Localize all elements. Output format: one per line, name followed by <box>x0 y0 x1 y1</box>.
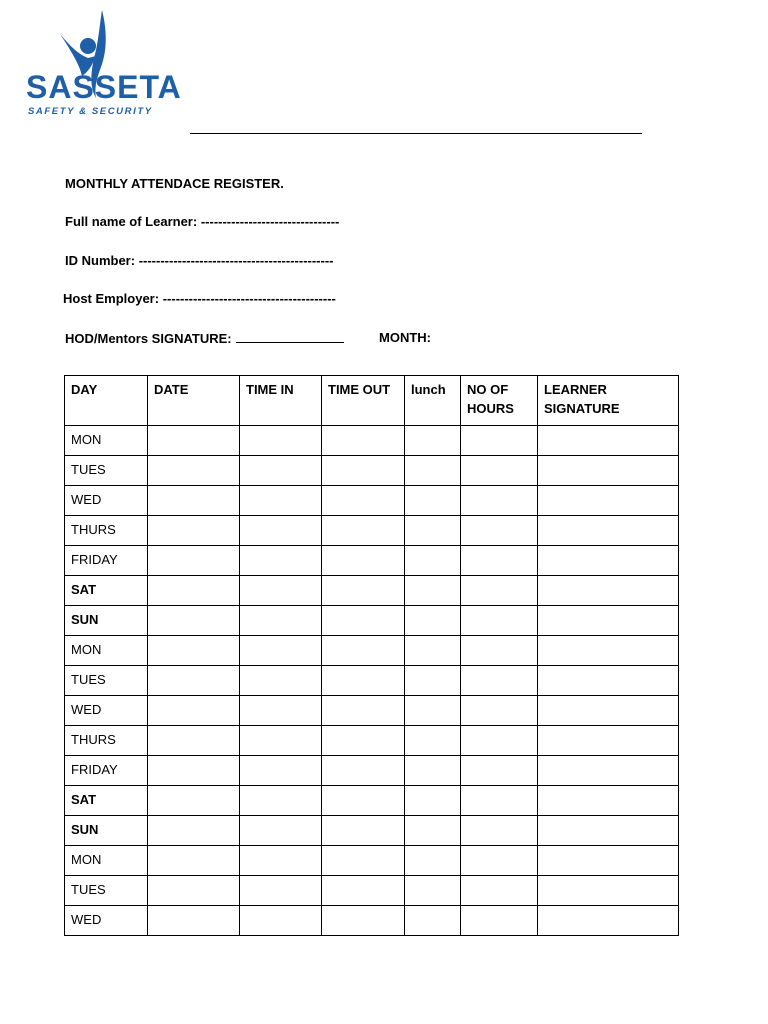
hours-cell[interactable] <box>461 576 538 606</box>
logo-wordmark: SASSETA <box>26 69 182 105</box>
date-cell[interactable] <box>148 846 240 876</box>
time-out-cell[interactable] <box>322 606 405 636</box>
hours-cell[interactable] <box>461 546 538 576</box>
date-cell[interactable] <box>148 876 240 906</box>
time-in-cell[interactable] <box>240 516 322 546</box>
time-out-cell[interactable] <box>322 546 405 576</box>
header-date: DATE <box>148 376 240 426</box>
time-out-cell[interactable] <box>322 786 405 816</box>
time-out-cell[interactable] <box>322 846 405 876</box>
header-time-in: TIME IN <box>240 376 322 426</box>
time-in-cell[interactable] <box>240 696 322 726</box>
time-in-cell[interactable] <box>240 876 322 906</box>
hod-signature-label: HOD/Mentors SIGNATURE: <box>65 331 232 346</box>
signature-cell[interactable] <box>538 906 679 936</box>
day-cell: SUN <box>65 606 148 636</box>
host-employer-field[interactable] <box>63 291 336 306</box>
id-number-label: ID Number: <box>65 253 136 268</box>
signature-cell[interactable] <box>538 666 679 696</box>
lunch-cell[interactable] <box>405 756 461 786</box>
hod-signature-field[interactable] <box>65 330 344 346</box>
signature-cell[interactable] <box>538 576 679 606</box>
signature-cell[interactable] <box>538 546 679 576</box>
date-cell[interactable] <box>148 696 240 726</box>
table-row <box>65 546 679 576</box>
time-in-cell[interactable] <box>240 726 322 756</box>
header-lunch: lunch <box>405 376 461 426</box>
lunch-cell[interactable] <box>405 546 461 576</box>
date-cell[interactable] <box>148 726 240 756</box>
day-cell: TUES <box>65 876 148 906</box>
time-out-cell[interactable] <box>322 516 405 546</box>
header-day: DAY <box>65 376 148 426</box>
date-cell[interactable] <box>148 786 240 816</box>
signature-cell[interactable] <box>538 636 679 666</box>
table-row <box>65 426 679 456</box>
learner-name-dashes: -------------------------------- <box>200 214 340 229</box>
table-row <box>65 846 679 876</box>
table-row <box>65 576 679 606</box>
hours-cell[interactable] <box>461 636 538 666</box>
table-row <box>65 876 679 906</box>
signature-cell[interactable] <box>538 486 679 516</box>
date-cell[interactable] <box>148 666 240 696</box>
date-cell[interactable] <box>148 756 240 786</box>
day-cell: SAT <box>65 576 148 606</box>
time-in-cell[interactable] <box>240 546 322 576</box>
hours-cell[interactable] <box>461 666 538 696</box>
hours-cell[interactable] <box>461 606 538 636</box>
time-in-cell[interactable] <box>240 636 322 666</box>
date-cell[interactable] <box>148 426 240 456</box>
time-in-cell[interactable] <box>240 816 322 846</box>
day-cell: WED <box>65 486 148 516</box>
lunch-cell[interactable] <box>405 696 461 726</box>
lunch-cell[interactable] <box>405 576 461 606</box>
day-cell: WED <box>65 906 148 936</box>
header-no-of-hours: NO OF HOURS <box>461 376 538 426</box>
id-number-field[interactable] <box>65 253 334 268</box>
learner-name-label: Full name of Learner: <box>65 214 198 229</box>
day-cell: TUES <box>65 456 148 486</box>
time-in-cell[interactable] <box>240 906 322 936</box>
table-row <box>65 696 679 726</box>
hours-cell[interactable] <box>461 846 538 876</box>
table-row <box>65 666 679 696</box>
day-cell: SUN <box>65 816 148 846</box>
signature-cell[interactable] <box>538 456 679 486</box>
signature-cell[interactable] <box>538 426 679 456</box>
table-row <box>65 816 679 846</box>
hours-cell[interactable] <box>461 426 538 456</box>
table-row <box>65 456 679 486</box>
lunch-cell[interactable] <box>405 456 461 486</box>
hours-cell[interactable] <box>461 786 538 816</box>
time-out-cell[interactable] <box>322 456 405 486</box>
table-row <box>65 786 679 816</box>
table-header-row <box>65 376 679 426</box>
hours-cell[interactable] <box>461 696 538 726</box>
learner-name-field[interactable] <box>65 214 339 229</box>
date-cell[interactable] <box>148 456 240 486</box>
lunch-cell[interactable] <box>405 786 461 816</box>
date-cell[interactable] <box>148 486 240 516</box>
signature-cell[interactable] <box>538 786 679 816</box>
time-out-cell[interactable] <box>322 726 405 756</box>
logo-tagline: SAFETY & SECURITY <box>28 106 153 117</box>
date-cell[interactable] <box>148 816 240 846</box>
hours-cell[interactable] <box>461 486 538 516</box>
attendance-table <box>64 375 679 936</box>
time-in-cell[interactable] <box>240 786 322 816</box>
day-cell: WED <box>65 696 148 726</box>
lunch-cell[interactable] <box>405 426 461 456</box>
hours-cell[interactable] <box>461 816 538 846</box>
date-cell[interactable] <box>148 606 240 636</box>
lunch-cell[interactable] <box>405 846 461 876</box>
time-in-cell[interactable] <box>240 426 322 456</box>
time-in-cell[interactable] <box>240 846 322 876</box>
lunch-cell[interactable] <box>405 486 461 516</box>
day-cell: MON <box>65 426 148 456</box>
lunch-cell[interactable] <box>405 666 461 696</box>
header-rule <box>190 133 642 134</box>
lunch-cell[interactable] <box>405 636 461 666</box>
time-in-cell[interactable] <box>240 756 322 786</box>
table-row <box>65 516 679 546</box>
signature-cell[interactable] <box>538 756 679 786</box>
date-cell[interactable] <box>148 636 240 666</box>
time-in-cell[interactable] <box>240 456 322 486</box>
table-row <box>65 906 679 936</box>
signature-cell[interactable] <box>538 726 679 756</box>
time-in-cell[interactable] <box>240 606 322 636</box>
time-in-cell[interactable] <box>240 666 322 696</box>
time-out-cell[interactable] <box>322 426 405 456</box>
day-cell: MON <box>65 846 148 876</box>
lunch-cell[interactable] <box>405 516 461 546</box>
lunch-cell[interactable] <box>405 906 461 936</box>
table-row <box>65 606 679 636</box>
lunch-cell[interactable] <box>405 606 461 636</box>
signature-cell[interactable] <box>538 876 679 906</box>
day-cell: TUES <box>65 666 148 696</box>
page-title: MONTHLY ATTENDACE REGISTER. <box>65 176 284 191</box>
time-out-cell[interactable] <box>322 756 405 786</box>
sasseta-logo <box>22 6 182 126</box>
header-learner-signature: LEARNER SIGNATURE <box>538 376 679 426</box>
signature-cell[interactable] <box>538 516 679 546</box>
time-out-cell[interactable] <box>322 666 405 696</box>
date-cell[interactable] <box>148 576 240 606</box>
signature-cell[interactable] <box>538 606 679 636</box>
time-out-cell[interactable] <box>322 696 405 726</box>
day-cell: MON <box>65 636 148 666</box>
day-cell: SAT <box>65 786 148 816</box>
signature-cell[interactable] <box>538 846 679 876</box>
time-out-cell[interactable] <box>322 876 405 906</box>
day-cell: THURS <box>65 516 148 546</box>
host-employer-label: Host Employer: <box>63 291 160 306</box>
date-cell[interactable] <box>148 906 240 936</box>
host-employer-dashes: ---------------------------------------- <box>162 291 336 306</box>
table-row <box>65 726 679 756</box>
hours-cell[interactable] <box>461 756 538 786</box>
hours-cell[interactable] <box>461 456 538 486</box>
time-out-cell[interactable] <box>322 486 405 516</box>
hours-cell[interactable] <box>461 516 538 546</box>
hours-cell[interactable] <box>461 906 538 936</box>
day-cell: FRIDAY <box>65 546 148 576</box>
month-label: MONTH: <box>379 330 431 345</box>
time-out-cell[interactable] <box>322 636 405 666</box>
id-number-dashes: --------------------------------------------- <box>138 253 334 268</box>
lunch-cell[interactable] <box>405 726 461 756</box>
month-field[interactable] <box>379 330 431 345</box>
time-out-cell[interactable] <box>322 906 405 936</box>
lunch-cell[interactable] <box>405 816 461 846</box>
day-cell: FRIDAY <box>65 756 148 786</box>
hours-cell[interactable] <box>461 876 538 906</box>
signature-cell[interactable] <box>538 696 679 726</box>
lunch-cell[interactable] <box>405 876 461 906</box>
logo-figure-icon <box>22 6 182 126</box>
header-time-out: TIME OUT <box>322 376 405 426</box>
hours-cell[interactable] <box>461 726 538 756</box>
day-cell: THURS <box>65 726 148 756</box>
date-cell[interactable] <box>148 546 240 576</box>
time-in-cell[interactable] <box>240 576 322 606</box>
signature-cell[interactable] <box>538 816 679 846</box>
table-row <box>65 756 679 786</box>
table-row <box>65 486 679 516</box>
time-out-cell[interactable] <box>322 576 405 606</box>
time-in-cell[interactable] <box>240 486 322 516</box>
hod-signature-line[interactable] <box>236 330 344 343</box>
table-row <box>65 636 679 666</box>
time-out-cell[interactable] <box>322 816 405 846</box>
date-cell[interactable] <box>148 516 240 546</box>
